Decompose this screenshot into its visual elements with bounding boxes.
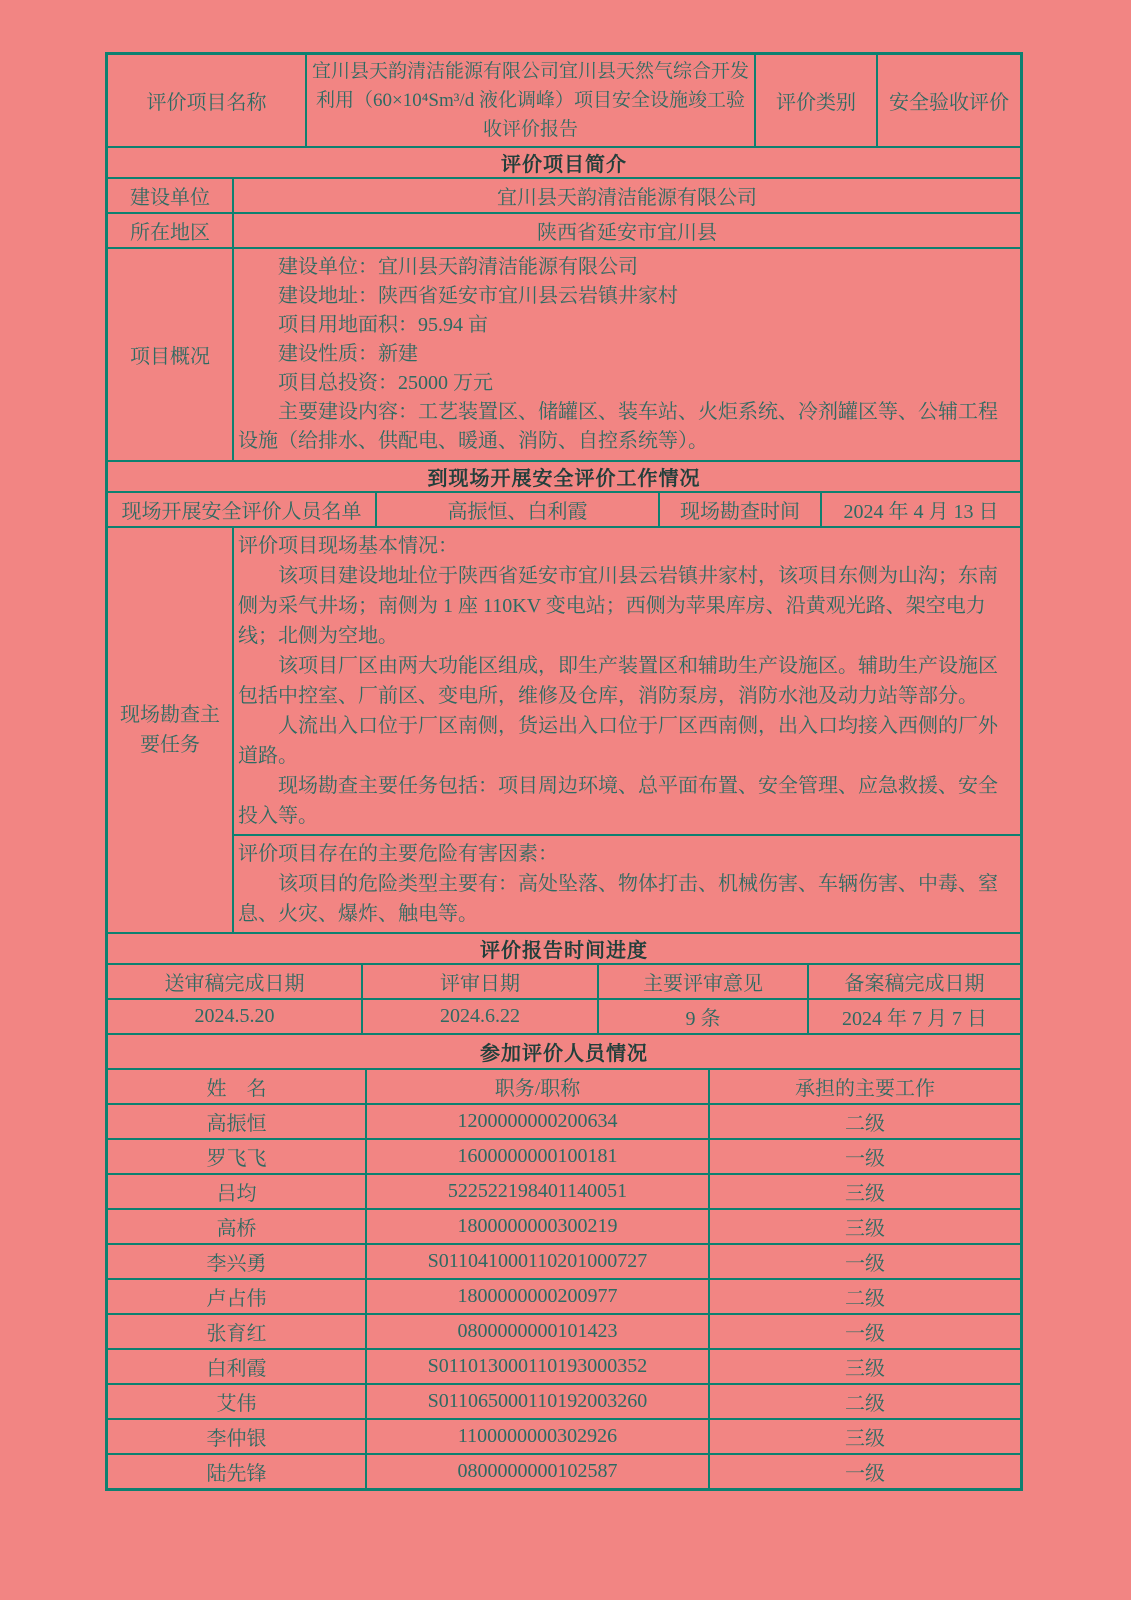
construction-unit-row (108, 179, 1020, 214)
personnel-col-name: 姓 名 (108, 1070, 367, 1103)
basic-situation-title: 评价项目现场基本情况： (238, 535, 458, 557)
project-name-label: 评价项目名称 (108, 55, 307, 146)
table-row (108, 1350, 1020, 1385)
survey-time-value: 2024 年 4 月 13 日 (843, 501, 999, 523)
hazard-title: 评价项目存在的主要危险有害因素： (238, 843, 558, 865)
hazard-factors (234, 836, 1020, 932)
schedule-col-review-opinions: 主要评审意见 (599, 965, 809, 998)
project-name-value: 宜川县天韵清洁能源有限公司宜川县天然气综合开发利用（60×10⁴Sm³/d 液化调峰）项目安全设施竣工验收评价报告 (307, 55, 756, 146)
schedule-draft-date: 2024.5.20 (108, 1000, 363, 1033)
person-name: 艾伟 (108, 1385, 367, 1418)
overview-line: 建设性质：新建 (278, 343, 418, 365)
personnel-col-work: 承担的主要工作 (795, 1078, 935, 1100)
schedule-col-record-date: 备案稿完成日期 (844, 973, 985, 995)
schedule-header-row (108, 965, 1020, 1000)
section-title-site-work: 到现场开展安全评价工作情况 (108, 462, 1020, 493)
site-staff-value: 高振恒、白利霞 (377, 493, 660, 526)
person-work: 二级 (845, 1113, 885, 1135)
construction-unit-value: 宜川县天韵清洁能源有限公司 (497, 187, 757, 209)
personnel-header-row (108, 1070, 1020, 1105)
schedule-values-row (108, 1000, 1020, 1035)
person-title: 1100000000302926 (367, 1420, 710, 1453)
table-row (108, 1420, 1020, 1455)
table-row (108, 1280, 1020, 1315)
construction-unit-label: 建设单位 (108, 179, 234, 212)
table-header-row (108, 55, 1020, 148)
schedule-review-date: 2024.6.22 (363, 1000, 599, 1033)
person-title: 1800000000300219 (367, 1210, 710, 1243)
person-work: 三级 (845, 1183, 885, 1205)
person-work: 一级 (845, 1463, 885, 1485)
person-title: 522522198401140051 (367, 1175, 710, 1208)
personnel-col-title: 职务/职称 (367, 1070, 710, 1103)
section-title-schedule: 评价报告时间进度 (108, 934, 1020, 965)
person-name: 吕均 (108, 1175, 367, 1208)
basic-paragraph: 该项目厂区由两大功能区组成，即生产装置区和辅助生产设施区。辅助生产设施区包括中控室、厂前区、变电所，维修及仓库，消防泵房，消防水池及动力站等部分。 (238, 655, 998, 707)
site-staff-label: 现场开展安全评价人员名单 (108, 493, 377, 526)
person-name: 卢占伟 (108, 1280, 367, 1313)
table-row (108, 1105, 1020, 1140)
person-work: 三级 (845, 1428, 885, 1450)
schedule-review-opinions: 9 条 (599, 1000, 809, 1033)
basic-paragraph: 人流出入口位于厂区南侧，货运出入口位于厂区西南侧，出入口均接入西侧的厂外道路。 (238, 715, 998, 767)
category-value: 安全验收评价 (889, 92, 1009, 114)
person-work: 二级 (845, 1393, 885, 1415)
basic-paragraph: 该项目建设地址位于陕西省延安市宜川县云岩镇井家村，该项目东侧为山沟；东南侧为采气井场；南侧为 1 座 110KV 变电站；西侧为苹果库房、沿黄观光路、架空电力线；北侧为空地。 (238, 565, 998, 647)
person-title: S011013000110193000352 (367, 1350, 710, 1383)
schedule-col-review-date: 评审日期 (363, 965, 599, 998)
person-title: S011041000110201000727 (367, 1245, 710, 1278)
survey-tasks-row (108, 528, 1020, 934)
schedule-record-date: 2024 年 7 月 7 日 (842, 1008, 987, 1030)
person-title: 0800000000101423 (367, 1315, 710, 1348)
section-title-personnel: 参加评价人员情况 (108, 1035, 1020, 1070)
region-value: 陕西省延安市宜川县 (537, 222, 717, 244)
person-title: S011065000110192003260 (367, 1385, 710, 1418)
person-title: 0800000000102587 (367, 1455, 710, 1488)
person-name: 高桥 (108, 1210, 367, 1243)
person-work: 一级 (845, 1253, 885, 1275)
survey-tasks-label: 现场勘查主要任务 (108, 528, 234, 932)
section-title-intro: 评价项目简介 (108, 148, 1020, 179)
person-name: 陆先锋 (108, 1455, 367, 1488)
table-row (108, 1175, 1020, 1210)
person-name: 白利霞 (108, 1350, 367, 1383)
overview-line: 项目用地面积：95.94 亩 (278, 314, 488, 336)
site-basic-situation (234, 528, 1020, 836)
person-title: 1800000000200977 (367, 1280, 710, 1313)
basic-paragraph: 现场勘查主要任务包括：项目周边环境、总平面布置、安全管理、应急救援、安全投入等。 (238, 775, 998, 827)
table-row (108, 1140, 1020, 1175)
site-staff-row (108, 493, 1020, 528)
project-overview-row (108, 249, 1020, 462)
evaluation-report-table (105, 52, 1023, 1491)
table-row (108, 1245, 1020, 1280)
region-label: 所在地区 (108, 214, 234, 247)
person-name: 高振恒 (108, 1105, 367, 1138)
person-work: 三级 (845, 1358, 885, 1380)
person-name: 罗飞飞 (108, 1140, 367, 1173)
person-name: 张育红 (108, 1315, 367, 1348)
person-work: 二级 (845, 1288, 885, 1310)
table-row (108, 1315, 1020, 1350)
overview-line: 建设单位：宜川县天韵清洁能源有限公司 (278, 256, 638, 278)
overview-line: 项目总投资：25000 万元 (278, 372, 493, 394)
survey-tasks-content (234, 528, 1020, 932)
person-name: 李兴勇 (108, 1245, 367, 1278)
person-work: 一级 (845, 1323, 885, 1345)
person-work: 三级 (845, 1218, 885, 1240)
hazard-paragraph: 该项目的危险类型主要有：高处坠落、物体打击、机械伤害、车辆伤害、中毒、窒息、火灾、爆炸、触电等。 (238, 873, 998, 925)
project-overview-content (234, 249, 1020, 460)
person-title: 1200000000200634 (367, 1105, 710, 1138)
survey-time-label: 现场勘查时间 (660, 493, 822, 526)
table-row (108, 1210, 1020, 1245)
table-row (108, 1385, 1020, 1420)
person-name: 李仲银 (108, 1420, 367, 1453)
person-title: 1600000000100181 (367, 1140, 710, 1173)
overview-line: 主要建设内容：工艺装置区、储罐区、装车站、火炬系统、冷剂罐区等、公辅工程设施（给排水、供配电、暖通、消防、自控系统等）。 (238, 401, 998, 452)
schedule-col-draft-date: 送审稿完成日期 (108, 965, 363, 998)
table-row (108, 1455, 1020, 1488)
category-label: 评价类别 (756, 55, 878, 146)
overview-line: 建设地址：陕西省延安市宜川县云岩镇井家村 (278, 285, 678, 307)
person-work: 一级 (845, 1148, 885, 1170)
region-row (108, 214, 1020, 249)
project-overview-label: 项目概况 (108, 249, 234, 460)
